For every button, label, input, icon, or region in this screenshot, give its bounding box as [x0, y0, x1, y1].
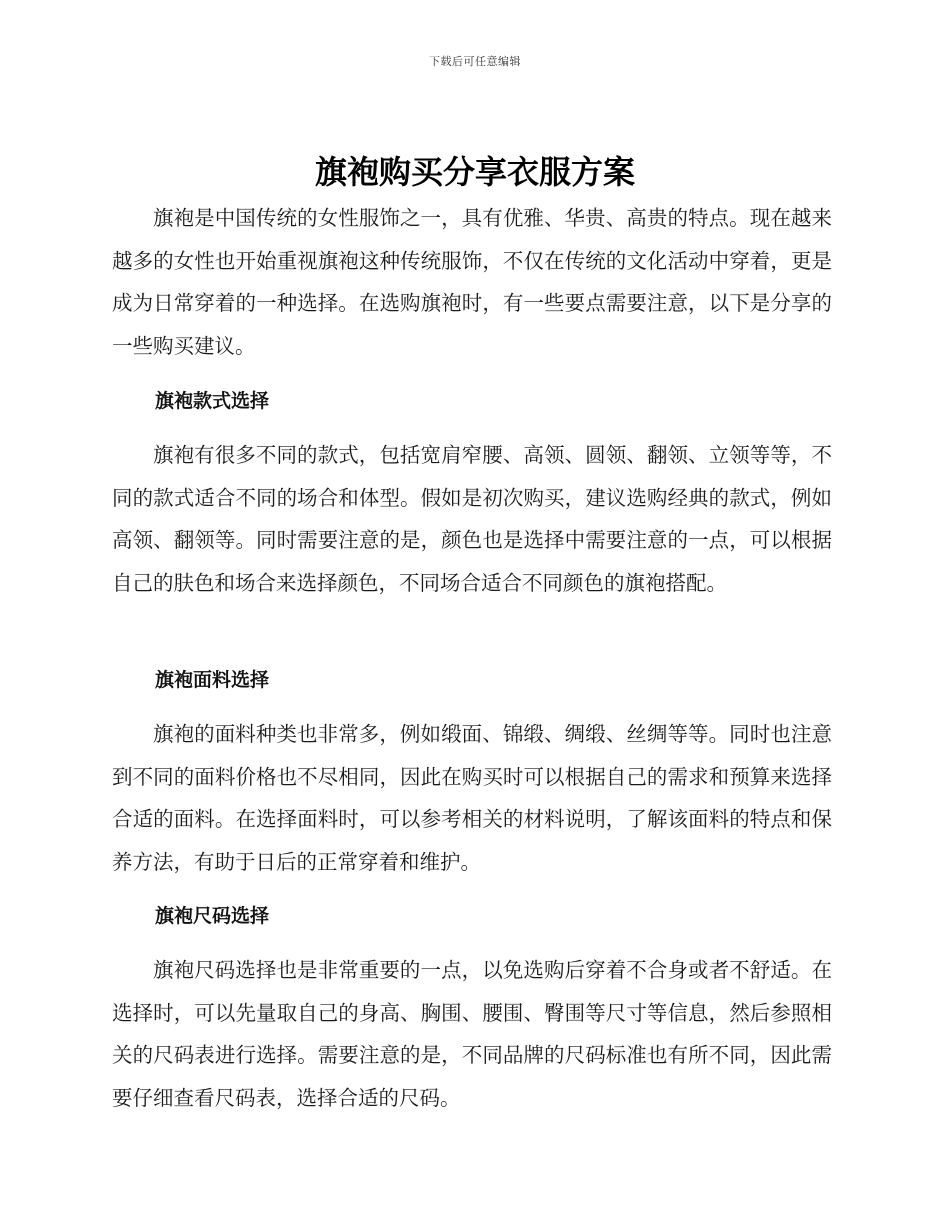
section-heading-fabric: 旗袍面料选择 — [155, 669, 270, 691]
header-note: 下载后可任意编辑 — [429, 55, 521, 68]
document-title: 旗袍购买分享衣服方案 — [314, 153, 635, 191]
section-paragraph-fabric: 旗袍的面料种类也非常多，例如缎面、锦缎、绸缎、丝绸等等。同时也注意到不同的面料价格也不尽相同，因此在购买时可以根据自己的需求和预算来选择合适的面料。在选择面料时，可以参考相关的材料说明，了解该面料的特点和保养方法，有助于日后的正常穿着和维护。 — [112, 722, 832, 874]
intro-paragraph: 旗袍是中国传统的女性服饰之一，具有优雅、华贵、高贵的特点。现在越来越多的女性也开始重视旗袍这种传统服饰，不仅在传统的文化活动中穿着，更是成为日常穿着的一种选择。在选购旗袍时，有一些要点需要注意，以下是分享的一些购买建议。 — [112, 206, 832, 358]
section-paragraph-style: 旗袍有很多不同的款式，包括宽肩窄腰、高领、圆领、翻领、立领等等，不同的款式适合不同的场合和体型。假如是初次购买，建议选购经典的款式，例如高领、翻领等。同时需要注意的是，颜色也是选择中需要注意的一点，可以根据自己的肤色和场合来选择颜色，不同场合适合不同颜色的旗袍搭配。 — [112, 443, 832, 595]
section-paragraph-size: 旗袍尺码选择也是非常重要的一点，以免选购后穿着不合身或者不舒适。在选择时，可以先量取自己的身高、胸围、腰围、臀围等尺寸等信息，然后参照相关的尺码表进行选择。需要注意的是，不同品牌的尺码标准也有所不同，因此需要仔细查看尺码表，选择合适的尺码。 — [112, 958, 832, 1110]
section-heading-size: 旗袍尺码选择 — [155, 905, 270, 927]
section-heading-style: 旗袍款式选择 — [155, 390, 270, 412]
